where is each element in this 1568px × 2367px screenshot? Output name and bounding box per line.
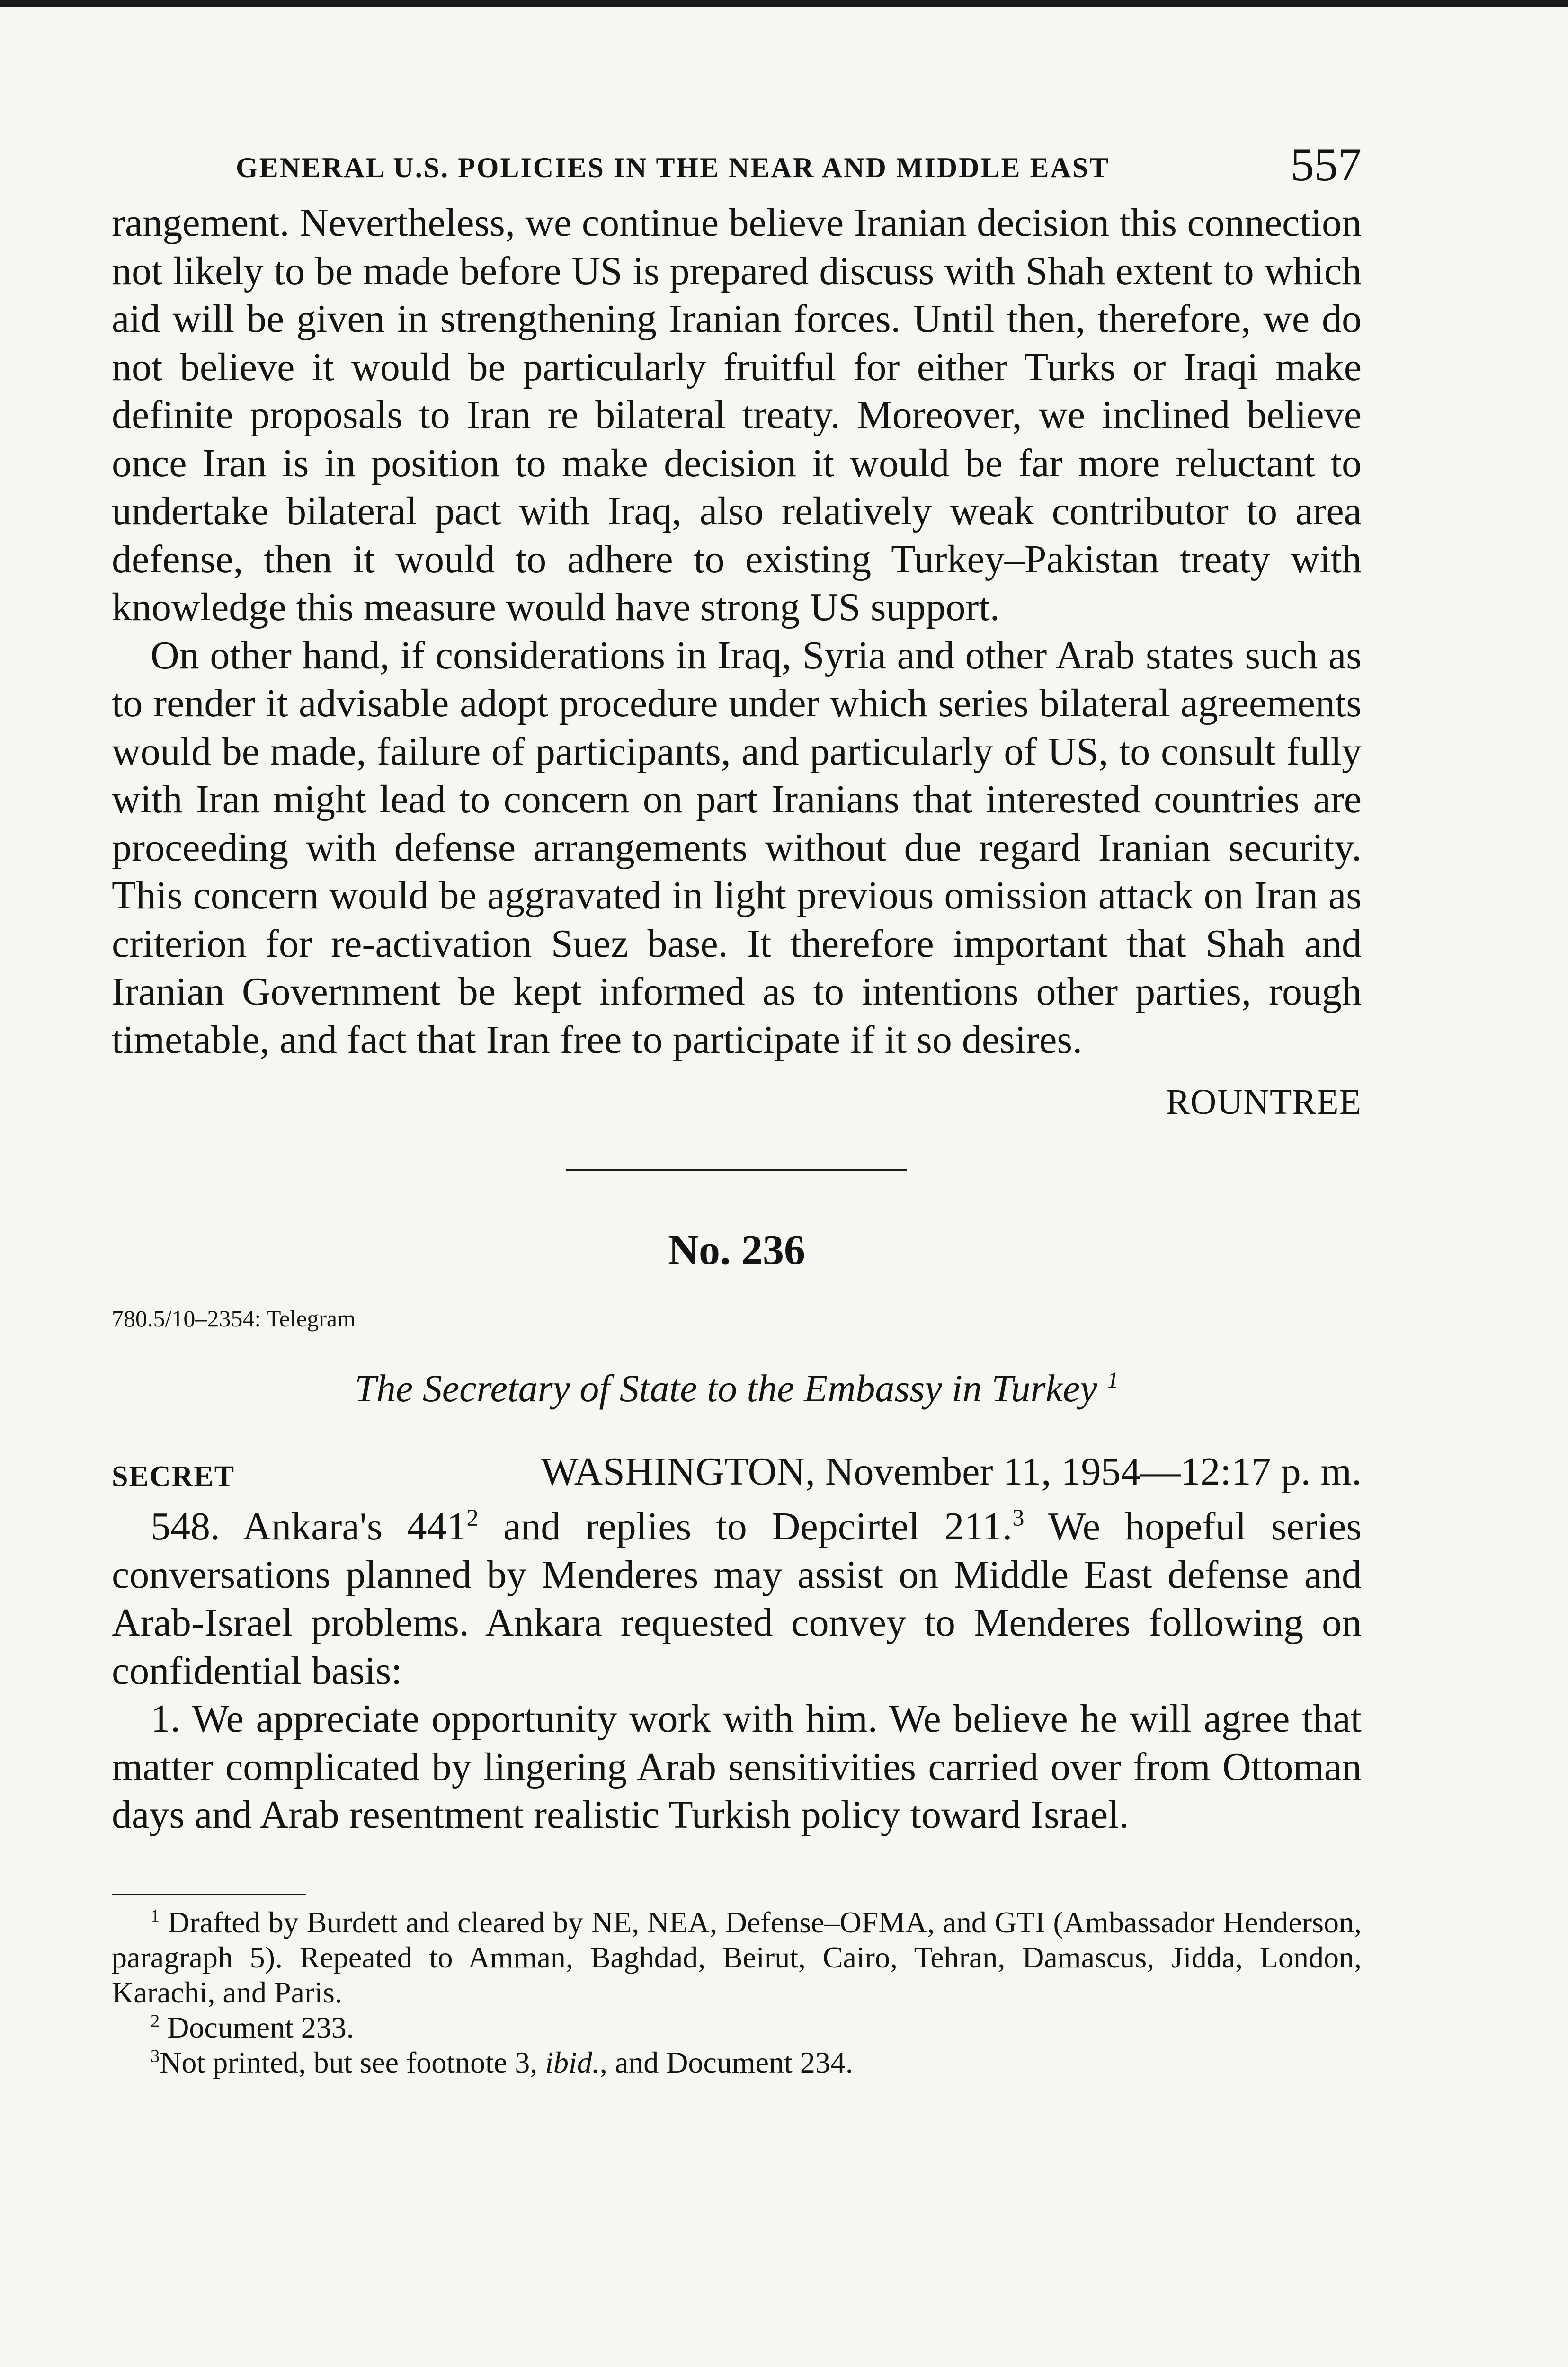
footnote-marker: 2 (466, 1504, 479, 1531)
paragraph (112, 1503, 1362, 1695)
paragraph: On other hand, if considerations in Iraq, Syria and other Arab states such as to render it advisable adopt procedure under which series bilateral agreements would be made, failure of participants, and particularly of US, to consult fully with Iran might lead to concern on part Iranians that interested countries are proceeding with defense arrangements without due regard Iranian security. This concern would be aggravated in light previous omission attack on Iran as criterion for re-activation Suez base. It therefore important that Shah and Iranian Government be kept informed as to intentions other parties, rough timetable, and fact that Iran free to participate if it so desires. (112, 633, 1362, 1062)
paragraph-text: 548. Ankara's 441 (151, 1504, 467, 1548)
continuation-paragraph: rangement. Nevertheless, we continue believe Iranian decision this connection not likely to be made before US is prepared discuss with Shah extent to which aid will be given in strengthening Iranian forces. Until then, therefore, we do not believe it would be particularly fruitful for either Turks or Iraqi make definite proposals to Iran re bilateral treaty. Moreover, we inclined believe once Iran is in position to make decision it would be far more reluctant to undertake bilateral pact with Iraq, also relatively weak contributor to area defense, then it would to adhere to existing Turkey–Pakistan treaty with knowledge this measure would have strong US support. (112, 201, 1362, 629)
footnote-marker: 3 (1012, 1504, 1025, 1531)
footnote (112, 1905, 1362, 2010)
footnote-text: , and Document 234. (599, 2045, 853, 2079)
document-page (112, 137, 1362, 2080)
footnote (112, 2010, 1362, 2045)
footnote-text: Drafted by Burdett and cleared by NE, NEA, Defense–OFMA, and GTI (Ambassador Henderson, paragraph 5). Repeated to Amman, Baghdad, Beirut, Cairo, Tehran, Damascus, Jidda, London, Karachi, and Paris. (112, 1905, 1362, 2009)
footnote-marker: 1 (1107, 1367, 1119, 1393)
telegram-body (112, 1503, 1362, 1839)
footnote (112, 2045, 1362, 2080)
page-top-border (0, 0, 1568, 7)
document-title (112, 1366, 1362, 1411)
letter-body (112, 199, 1362, 1064)
paragraph: 1. We appreciate opportunity work with him. We believe he will agree that matter complicated by lingering Arab sensitivities carried over from Ottoman days and Arab resentment realistic Turkish policy toward Israel. (112, 1697, 1362, 1837)
running-head-title: GENERAL U.S. POLICIES IN THE NEAR AND MIDDLE EAST (236, 152, 1110, 183)
footnote-mark: 2 (151, 2011, 160, 2031)
section-divider (566, 1169, 907, 1171)
document-title-text: The Secretary of State to the Embassy in Turkey (355, 1367, 1097, 1410)
running-head (112, 137, 1362, 199)
footnote-text: Not printed, but see footnote 3, (160, 2045, 545, 2079)
file-reference: 780.5/10–2354: Telegram (112, 1305, 356, 1332)
paragraph-text: We hopeful series conversations planned by Menderes may assist on Middle East defense and Arab-Israel problems. Ankara requested convey to Menderes following on confidential basis: (112, 1504, 1362, 1693)
footnote-text: Document 233. (167, 2010, 354, 2044)
footnotes (112, 1905, 1362, 2080)
signature: ROUNTREE (1166, 1082, 1362, 1122)
classification: SECRET (112, 1460, 235, 1493)
telegram-header (112, 1449, 1362, 1501)
footnote-mark: 1 (151, 1906, 160, 1926)
footnote-rule (112, 1894, 306, 1895)
document-number: No. 236 (668, 1227, 805, 1273)
dateline: WASHINGTON, November 11, 1954—12:17 p. m. (541, 1450, 1362, 1494)
footnote-italic-text: ibid. (545, 2045, 600, 2079)
footnote-mark: 3 (151, 2046, 160, 2066)
page-number: 557 (1291, 138, 1362, 191)
paragraph-text: and replies to Depcirtel 211. (478, 1504, 1013, 1548)
